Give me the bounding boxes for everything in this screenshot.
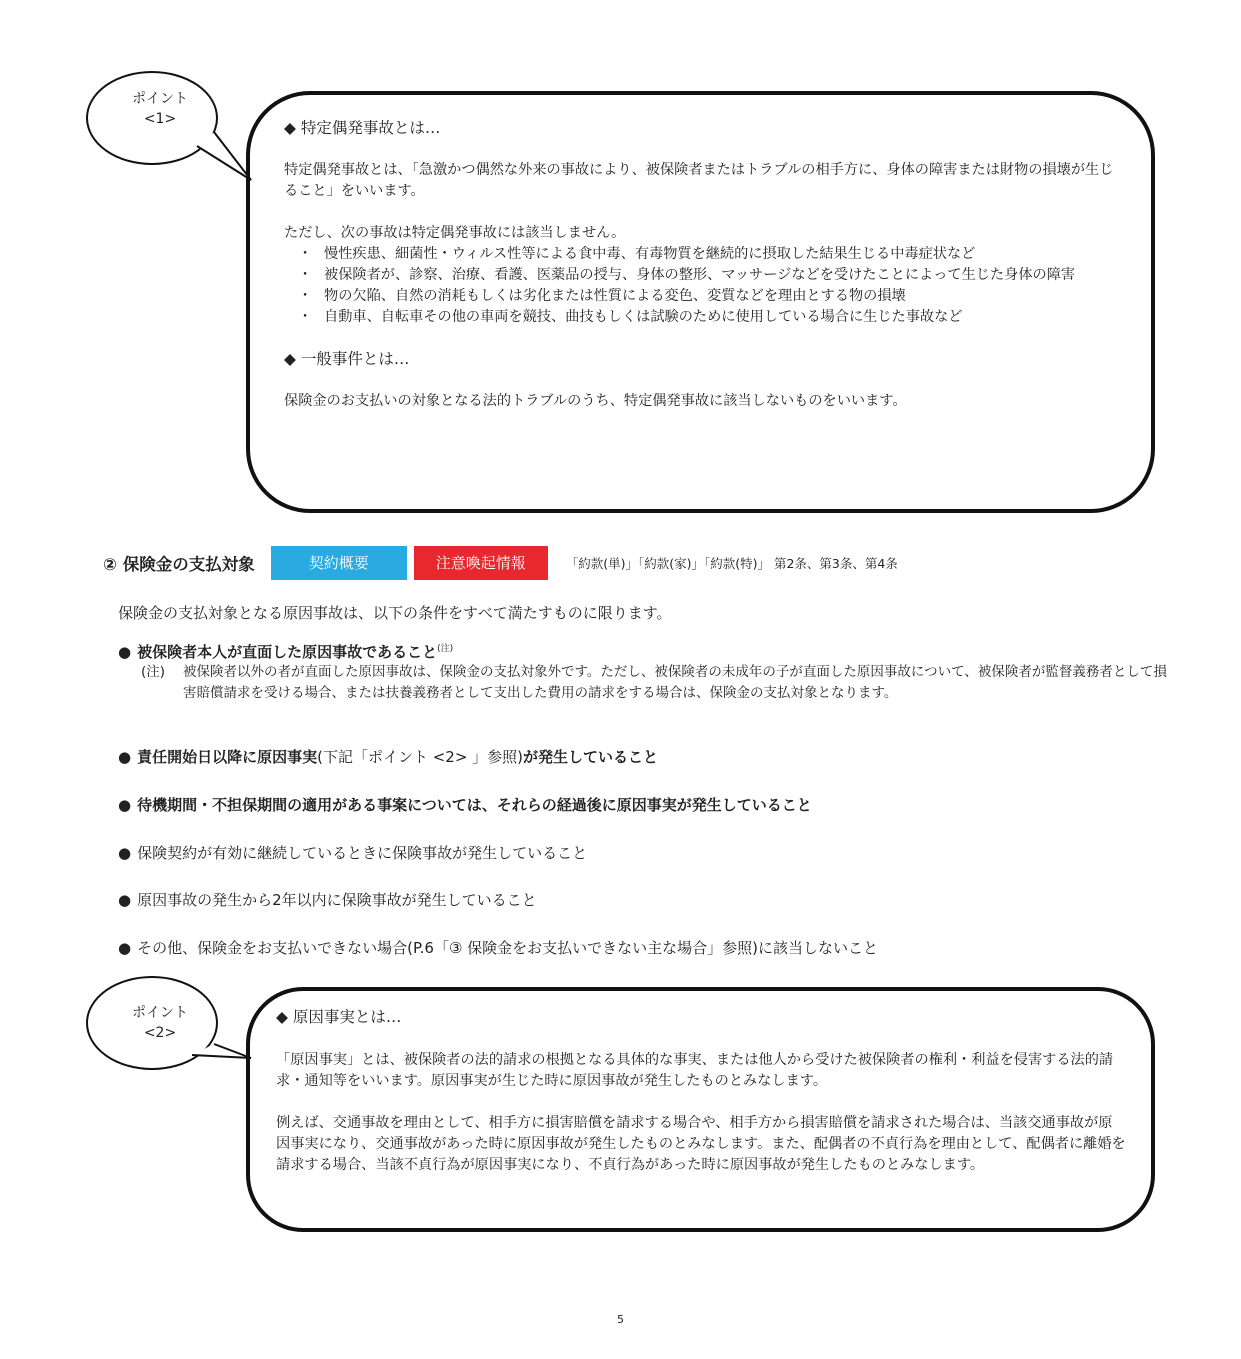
condition-1-note [141,662,1171,703]
condition-2: ● 責任開始日以降に原因事実(下記「ポイント <2> 」参照)が発生していること [118,748,659,766]
bullet-icon: ● [118,643,132,661]
section-header [103,546,898,580]
point2-label-line1: ポイント [132,1005,188,1021]
general-case-heading: ◆ 一般事件とは… [284,350,410,368]
specific-accident-definition: 特定偶発事故とは、「急激かつ偶然な外来の事故により、被保険者またはトラブルの相手方に、身体の障害または財物の損壊が生じること」をいいます。 [284,162,1114,199]
list-item: ・ 自動車、自転車その他の車両を競技、曲技もしくは試験のために使用している場合に生じた事故など [284,307,1124,328]
condition-1: ● 被保険者本人が直面した原因事故であること$^{(注)}$ [118,643,454,661]
note-ref: (注) [437,644,454,654]
list-item: ・ 物の欠陥、自然の消耗もしくは劣化または性質による変色、変質などを理由とする物の損壊 [284,286,1124,307]
section-title: ② 保険金の支払対象 [103,555,255,574]
point1-label-line2: <1> [143,111,177,127]
cause-fact-heading: ◆ 原因事実とは… [276,1008,402,1026]
point1-content [284,118,1124,412]
list-item: ・ 慢性疾患、細菌性・ウィルス性等による食中毒、有毒物質を継続的に摂取した結果生じる中毒症状など [284,244,1124,265]
bullet-icon: ● [118,844,132,862]
condition-5: ● 原因事故の発生から2年以内に保険事故が発生していること [118,891,537,909]
list-item: ・ 被保険者が、診察、治療、看護、医薬品の授与、身体の整形、マッサージなどを受けたことによって生じた身体の障害 [284,265,1124,286]
cause-fact-example: 例えば、交通事故を理由として、相手方に損害賠償を請求する場合や、相手方から損害賠償を請求された場合は、当該交通事故が原因事実になり、交通事故があった時に原因事故が発生したものとみなします。また、配偶者の不貞行為を理由として、配偶者に離婚を請求する場合、当該不貞行為が原因事実になり、不貞行為があった時に原因事故が発生したものとみなします。 [276,1115,1126,1173]
condition-6: ● その他、保険金をお支払いできない場合(P.6「③ 保険金をお支払いできない主な場合」参照)に該当しないこと [118,939,879,957]
caution-info-tag: 注意喚起情報 [414,546,548,580]
point1-label-line1: ポイント [132,91,188,107]
bullet-icon: ● [118,939,132,957]
page-number: 5 [617,1313,624,1326]
bullet-icon: ● [118,748,132,766]
general-case-definition: 保険金のお支払いの対象となる法的トラブルのうち、特定偶発事故に該当しないものをいいます。 [284,393,907,409]
clause-reference: 「約款(単)」「約款(家)」「約款(特)」 第2条、第3条、第4条 [565,556,898,571]
exclusion-intro: ただし、次の事故は特定偶発事故には該当しません。 [284,225,626,241]
condition-2-reference: (下記「ポイント <2> 」参照) [317,748,524,766]
point2-label [100,1003,220,1043]
condition-4: ● 保険契約が有効に継続しているときに保険事故が発生していること [118,844,588,862]
note-mark: (注) [141,664,166,680]
cause-fact-definition: 「原因事実」とは、被保険者の法的請求の根拠となる具体的な事実、または他人から受けた被保険者の権利・利益を侵害する法的請求・通知等をいいます。原因事実が生じた時に原因事故が発生したものとみなします。 [276,1052,1114,1089]
note-text: 被保険者以外の者が直面した原因事故は、保険金の支払対象外です。ただし、被保険者の未成年の子が直面した原因事故について、被保険者が監督義務者として損害賠償請求を受ける場合、または扶養義務者として支出した費用の請求をする場合は、保険金の支払対象となります。 [183,664,1167,701]
conditions-intro: 保険金の支払対象となる原因事故は、以下の条件をすべて満たすものに限ります。 [118,604,672,622]
specific-accident-heading: ◆ 特定偶発事故とは… [284,119,441,137]
exclusion-list [284,244,1124,328]
bullet-icon: ● [118,796,132,814]
point2-content [276,1007,1126,1176]
point2-label-line2: <2> [143,1025,177,1041]
condition-3: ● 待機期間・不担保期間の適用がある事案については、それらの経過後に原因事実が発生していること [118,796,812,814]
contract-overview-tag: 契約概要 [271,546,407,580]
bullet-icon: ● [118,891,132,909]
point1-label [100,89,220,129]
